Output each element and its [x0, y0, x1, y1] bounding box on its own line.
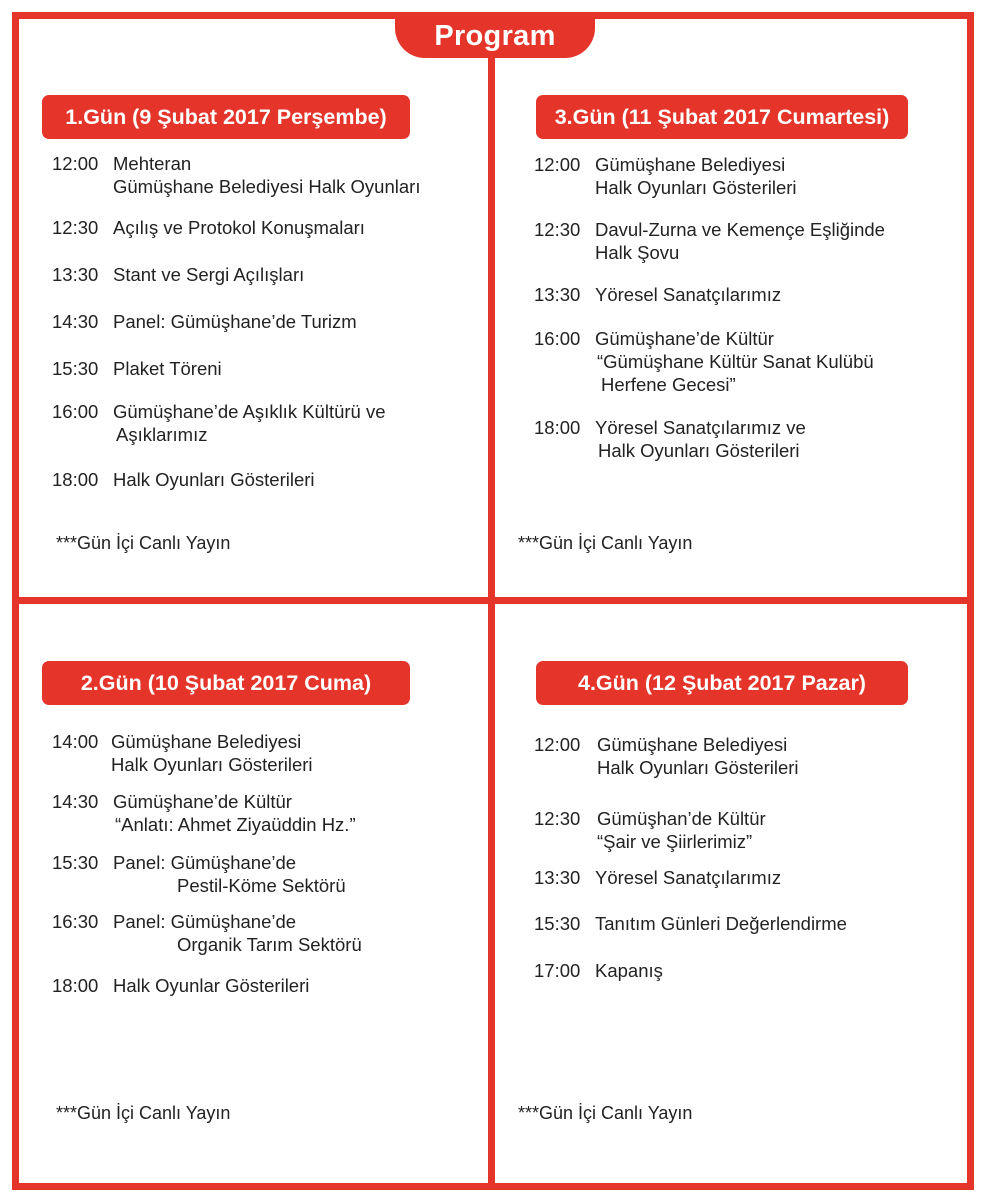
day4-header: 4.Gün (12 Şubat 2017 Pazar) [536, 661, 908, 705]
vertical-divider [488, 56, 495, 1190]
item-time: 15:30 [534, 913, 581, 934]
horizontal-divider [12, 597, 974, 604]
item-title: Açılış ve Protokol Konuşmaları [113, 217, 365, 238]
item-subtitle: Halk Oyunları Gösterileri [597, 757, 799, 778]
item-subtitle: Aşıklarımız [116, 424, 208, 445]
item-time: 18:00 [52, 975, 99, 996]
item-time: 13:30 [534, 284, 581, 305]
item-title: Halk Oyunlar Gösterileri [113, 975, 310, 996]
day4-panel [500, 608, 964, 1188]
day1-header: 1.Gün (9 Şubat 2017 Perşembe) [42, 95, 410, 139]
day2-panel [22, 608, 486, 1188]
live-broadcast-note: ***Gün İçi Canlı Yayın [518, 533, 693, 553]
item-time: 14:30 [52, 311, 99, 332]
item-time: 12:00 [52, 153, 99, 174]
live-broadcast-note: ***Gün İçi Canlı Yayın [56, 1103, 231, 1123]
day3-panel [500, 70, 964, 592]
item-time: 14:30 [52, 791, 99, 812]
item-time: 16:00 [52, 401, 99, 422]
item-title: Plaket Töreni [113, 358, 222, 379]
day2-header: 2.Gün (10 Şubat 2017 Cuma) [42, 661, 410, 705]
item-subtitle: “Şair ve Şiirlerimiz” [597, 831, 753, 852]
item-time: 15:30 [52, 358, 99, 379]
live-broadcast-note: ***Gün İçi Canlı Yayın [518, 1103, 693, 1123]
item-time: 18:00 [52, 469, 99, 490]
item-subtitle: Gümüşhane Belediyesi Halk Oyunları [113, 176, 421, 197]
item-time: 12:30 [52, 217, 99, 238]
item-time: 12:30 [534, 219, 581, 240]
item-title: Davul-Zurna ve Kemençe Eşliğinde [595, 219, 885, 240]
item-title: Gümüşhane Belediyesi [595, 154, 786, 175]
item-title: Panel: Gümüşhane’de Turizm [113, 311, 357, 332]
item-title: Gümüşhane’de Kültür [595, 328, 774, 349]
item-title: Gümüşhane’de Kültür [113, 791, 292, 812]
item-subtitle: Halk Oyunları Gösterileri [595, 177, 797, 198]
item-title: Tanıtım Günleri Değerlendirme [595, 913, 847, 934]
program-title: Program [395, 14, 595, 58]
item-time: 17:00 [534, 960, 581, 981]
item-time: 18:00 [534, 417, 581, 438]
item-time: 12:00 [534, 154, 581, 175]
item-title: Yöresel Sanatçılarımız ve [595, 417, 806, 438]
item-time: 12:00 [534, 734, 581, 755]
item-title: Yöresel Sanatçılarımız [595, 867, 782, 888]
item-title: Gümüşhane Belediyesi [597, 734, 788, 755]
item-time: 16:30 [52, 911, 99, 932]
item-title: Panel: Gümüşhane’de [113, 911, 297, 932]
item-time: 13:30 [534, 867, 581, 888]
item-subtitle: Halk Şovu [595, 242, 680, 263]
live-broadcast-note: ***Gün İçi Canlı Yayın [56, 533, 231, 553]
item-time: 16:00 [534, 328, 581, 349]
item-time: 14:00 [52, 731, 99, 752]
item-title: Halk Oyunları Gösterileri [113, 469, 315, 490]
item-time: 13:30 [52, 264, 99, 285]
item-title: Mehteran [113, 153, 192, 174]
item-subtitle: Organik Tarım Sektörü [177, 934, 362, 955]
item-subtitle: Halk Oyunları Gösterileri [598, 440, 800, 461]
item-title: Stant ve Sergi Açılışları [113, 264, 305, 285]
item-title: Gümüşhan’de Kültür [597, 808, 766, 829]
day1-panel [22, 70, 486, 592]
item-title: Gümüşhane Belediyesi [111, 731, 302, 752]
item-title: Panel: Gümüşhane’de [113, 852, 297, 873]
item-subtitle-2: Herfene Gecesi” [601, 374, 736, 395]
item-subtitle: “Gümüşhane Kültür Sanat Kulübü [597, 351, 874, 372]
item-time: 15:30 [52, 852, 99, 873]
item-time: 12:30 [534, 808, 581, 829]
item-subtitle: “Anlatı: Ahmet Ziyaüddin Hz.” [115, 814, 356, 835]
item-title: Gümüşhane’de Aşıklık Kültürü ve [113, 401, 386, 422]
item-title: Yöresel Sanatçılarımız [595, 284, 782, 305]
item-title: Kapanış [595, 960, 663, 981]
item-subtitle: Pestil-Köme Sektörü [177, 875, 346, 896]
day3-header: 3.Gün (11 Şubat 2017 Cumartesi) [536, 95, 908, 139]
item-subtitle: Halk Oyunları Gösterileri [111, 754, 313, 775]
